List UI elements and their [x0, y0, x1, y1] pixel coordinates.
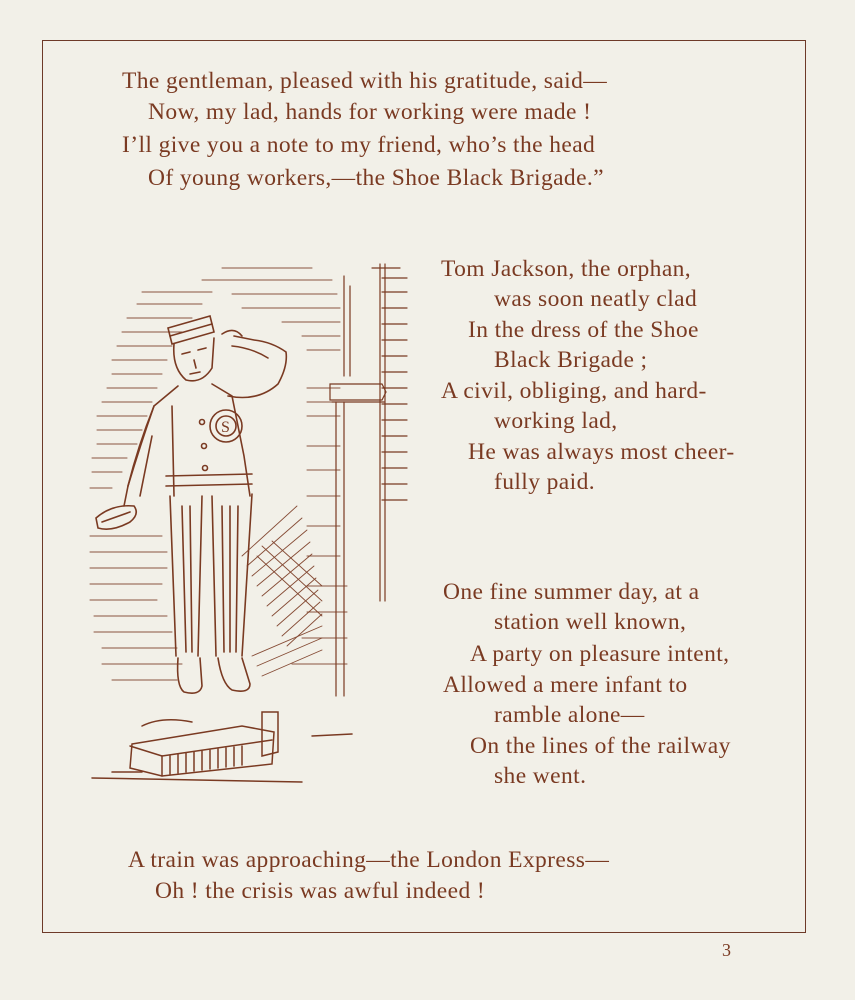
verse-line: A party on pleasure intent, [470, 641, 730, 667]
verse-line: ramble alone— [494, 702, 645, 728]
verse-line: On the lines of the railway [470, 733, 731, 759]
verse-line: Tom Jackson, the orphan, [441, 256, 692, 282]
verse-line: Now, my lad, hands for working were made ! [148, 99, 592, 125]
verse-line: A civil, obliging, and hard- [441, 378, 707, 404]
verse-line: A train was approaching—the London Express— [128, 847, 610, 873]
verse-line: she went. [494, 763, 587, 789]
verse-line: working lad, [494, 408, 618, 434]
verse-line: fully paid. [494, 469, 595, 495]
page-number: 3 [722, 940, 731, 960]
verse-line: was soon neatly clad [494, 286, 698, 312]
shoeblack-boy-illustration [82, 256, 412, 816]
verse-line: One fine summer day, at a [443, 579, 700, 605]
verse-line: station well known, [494, 609, 687, 635]
verse-line: The gentleman, pleased with his gratitude, said— [122, 68, 608, 94]
verse-line: Black Brigade ; [494, 347, 648, 373]
verse-line: Oh ! the crisis was awful indeed ! [155, 878, 486, 904]
badge-letter: S [221, 419, 230, 436]
verse-line: Of young workers,—the Shoe Black Brigade.” [148, 165, 605, 191]
verse-line: He was always most cheer- [468, 439, 735, 465]
verse-line: In the dress of the Shoe [468, 317, 699, 343]
verse-line: Allowed a mere infant to [443, 672, 688, 698]
verse-line: I’ll give you a note to my friend, who’s the head [122, 132, 596, 158]
